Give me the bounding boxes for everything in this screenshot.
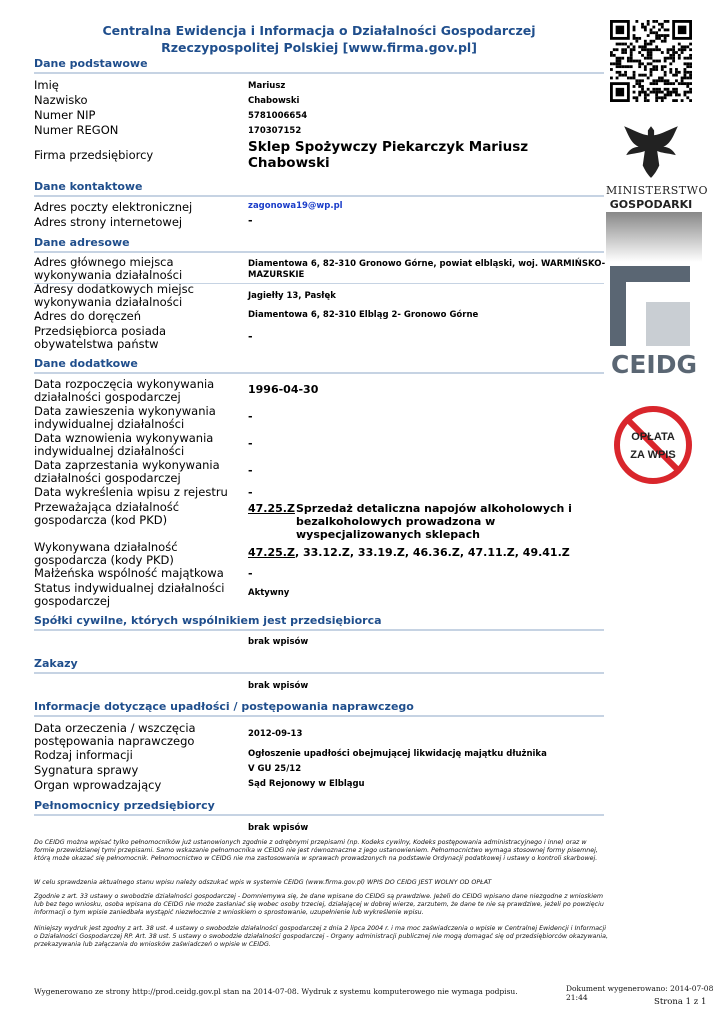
pkd-list-value — [248, 546, 570, 559]
suspend-date-value: - — [248, 410, 253, 423]
decorative-gradient-bar — [606, 212, 702, 262]
note-proxies: Do CEIDG można wpisać tylko pełnomocników już ustanowionych zgodnie z odrębnymi przepisami (np. Kodeks cywilny, Kodeks postępowania administracyjnego i inne) oraz w formie przewidzianej tymi przepisami. Samo wskazanie pełnomocnika w CEIDG nie jest równoznaczne z jego ustanowieniem. Pełnomocnictwo wymaga stosownej formy pisemnej, którą może okazać się pełnomocnik. Pełnomocnictwo w CEIDG nie ma zastosowania w sprawach prowadzonych na podstawie Ordynacji podatkowej i ustawy o kontroli skarbowej. — [34, 839, 598, 862]
delete-date-label: Data wykreślenia wpisu z rejestru — [34, 485, 228, 499]
note-check-status: W celu sprawdzenia aktualnego stanu wpisu należy odszukać wpis w systemie CEIDG (www.firma.gov.pl) WPIS DO CEIDG JEST WOLNY OD OPŁAT — [34, 879, 492, 886]
section-proxies-heading: Pełnomocnicy przedsiębiorcy — [34, 799, 604, 816]
last-name-value: Chabowski — [248, 96, 300, 106]
document-header — [34, 22, 604, 56]
note-article-38: Niniejszy wydruk jest zgodny z art. 38 ust. 4 ustawy o swobodzie działalności gospodarczej z dnia 2 lipca 2004 r. i ma moc zaświadczenia o wpisie w Centralnej Ewidencji i Informacji o Działalności Gospodarczej RP. Art. 38 ust. 5 ustawy o swobodzie działalności gospodarczej - Organy administracji publicznej nie mogą domagać się od przedsiębiorców okazywania, przekazywania lub załączania do wniosków zaświadczeń o wpisie w CEIDG. — [34, 925, 608, 948]
resume-date-value: - — [248, 437, 253, 450]
last-name-label: Nazwisko — [34, 93, 88, 107]
nip-value: 5781006654 — [248, 111, 308, 121]
main-address-value: Diamentowa 6, 82-310 Gronowo Górne, powiat elbląski, woj. WARMIŃSKO-MAZURSKIE — [248, 259, 606, 280]
company-label: Firma przedsiębiorcy — [34, 148, 154, 162]
ministry-name-line-2: GOSPODARKI — [609, 198, 693, 211]
ministry-name-line-1: MINISTERSTWO — [606, 184, 708, 197]
proxies-value: brak wpisów — [248, 823, 309, 833]
section-civil-heading: Spółki cywilne, których wspólnikiem jest przedsiębiorca — [34, 614, 604, 631]
pkd-list-label: Wykonywana działalność gospodarcza (kody PKD) — [34, 540, 178, 567]
status-label: Status indywidualnej działalności gospodarczej — [34, 581, 225, 608]
footer-generated-date: Dokument wygenerowano: 2014-07-08 21:44 — [566, 984, 714, 1002]
header-line-1: Centralna Ewidencja i Informacja o Działalności Gospodarczej — [102, 23, 536, 38]
www-value: - — [248, 214, 253, 227]
bankruptcy-organ-value: Sąd Rejonowy w Elblągu — [248, 779, 365, 789]
first-name-label: Imię — [34, 78, 59, 92]
start-date-label: Data rozpoczęcia wykonywania działalności gospodarczej — [34, 377, 215, 404]
delivery-address-value: Diamentowa 6, 82-310 Elbląg 2- Gronowo Górne — [248, 310, 479, 320]
additional-address-label: Adresy dodatkowych miejsc wykonywania działalności — [34, 282, 194, 309]
start-date-value: 1996-04-30 — [248, 383, 319, 396]
email-label: Adres poczty elektronicznej — [34, 200, 193, 214]
end-date-value: - — [248, 464, 253, 477]
regon-label: Numer REGON — [34, 123, 119, 137]
main-pkd-description: Sprzedaż detaliczna napojów alkoholowych i bezalkoholowych prowadzona w wyspecjalizowanych sklepach — [296, 502, 572, 541]
suspend-date-label: Data zawieszenia wykonywania indywidualnej działalności — [34, 404, 216, 431]
main-pkd-code-link[interactable]: 47.25.Z — [248, 502, 295, 515]
end-date-label: Data zaprzestania wykonywania działalności gospodarczej — [34, 458, 220, 485]
delivery-address-label: Adres do doręczeń — [34, 309, 142, 323]
resume-date-label: Data wznowienia wykonywania indywidualnej działalności — [34, 431, 214, 458]
marriage-value: - — [248, 567, 253, 580]
pkd-other-codes: , 33.12.Z, 33.19.Z, 46.36.Z, 47.11.Z, 49.41.Z — [294, 546, 570, 559]
delete-date-value: - — [248, 486, 253, 499]
marriage-label: Małżeńska wspólność majątkowa — [34, 566, 224, 580]
nip-label: Numer NIP — [34, 108, 96, 122]
additional-address-value: Jagiełły 13, Pasłęk — [248, 291, 336, 301]
qr-code-icon — [610, 20, 692, 102]
section-basic-heading: Dane podstawowe — [34, 57, 604, 74]
ceidg-logo-icon — [610, 266, 690, 346]
ceidg-wordmark: CEIDG — [611, 350, 697, 379]
section-contact-heading: Dane kontaktowe — [34, 180, 604, 197]
status-value: Aktywny — [248, 588, 290, 598]
email-link[interactable]: zagonowa19@wp.pl — [248, 201, 343, 211]
stamp-line-2: ZA WPIS — [630, 449, 676, 461]
regon-value: 170307152 — [248, 126, 302, 136]
section-extra-heading: Dane dodatkowe — [34, 357, 604, 374]
bankruptcy-type-label: Rodzaj informacji — [34, 748, 133, 762]
header-line-2: Rzeczypospolitej Polskiej [www.firma.gov.pl] — [161, 40, 477, 55]
company-value: Sklep Spożywczy Piekarczyk Mariusz Chabowski — [248, 139, 529, 171]
www-label: Adres strony internetowej — [34, 215, 183, 229]
bankruptcy-sign-label: Sygnatura sprawy — [34, 763, 139, 777]
bankruptcy-date-value: 2012-09-13 — [248, 729, 303, 739]
eagle-emblem-icon — [620, 120, 682, 182]
no-fee-stamp-icon — [612, 404, 694, 486]
main-pkd-code — [248, 502, 295, 515]
bankruptcy-type-value: Ogłoszenie upadłości obejmującej likwidację majątku dłużnika — [248, 749, 547, 759]
bankruptcy-organ-label: Organ wprowadzający — [34, 778, 162, 792]
pkd-first-code-link[interactable]: 47.25.Z — [248, 546, 295, 559]
footer-page-number: Strona 1 z 1 — [654, 997, 707, 1007]
citizenship-label: Przedsiębiorca posiada obywatelstwa państw — [34, 324, 167, 351]
bankruptcy-sign-value: V GU 25/12 — [248, 764, 302, 774]
first-name-value: Mariusz — [248, 81, 286, 91]
section-address-heading: Dane adresowe — [34, 236, 604, 253]
bankruptcy-date-label: Data orzeczenia / wszczęcia postępowania naprawczego — [34, 721, 196, 748]
note-article-33: Zgodnie z art. 33 ustawy o swobodzie działalności gospodarczej - Domniemywa się, że dane wpisane do CEIDG są prawdziwe. Jeżeli do CEIDG wpisano dane niezgodne z wnioskiem lub bez tego wniosku, osoba wpisana do CEIDG nie może zasłaniać się wobec osoby trzeciej, działającej w dobrej wierze, zarzutem, że dane te nie są prawdziwe, jeżeli po powzięciu informacji o tym wpisie zaniedbała wystąpić niezwłocznie z wnioskiem o sprostowanie, uzupełnienie lub wykreślenie wpisu. — [34, 893, 604, 916]
section-bans-heading: Zakazy — [34, 657, 604, 674]
section-bankruptcy-heading: Informacje dotyczące upadłości / postępowania naprawczego — [34, 700, 604, 717]
main-address-label: Adres głównego miejsca wykonywania działalności — [34, 255, 183, 282]
citizenship-value: - — [248, 330, 253, 343]
civil-value: brak wpisów — [248, 637, 309, 647]
main-pkd-label: Przeważająca działalność gospodarcza (kod PKD) — [34, 500, 180, 527]
bans-value: brak wpisów — [248, 681, 309, 691]
stamp-line-1: OPŁATA — [631, 431, 675, 443]
footer-generated-from: Wygenerowano ze strony http://prod.ceidg.gov.pl stan na 2014-07-08. Wydruk z systemu komputerowego nie wymaga podpisu. — [34, 987, 518, 996]
